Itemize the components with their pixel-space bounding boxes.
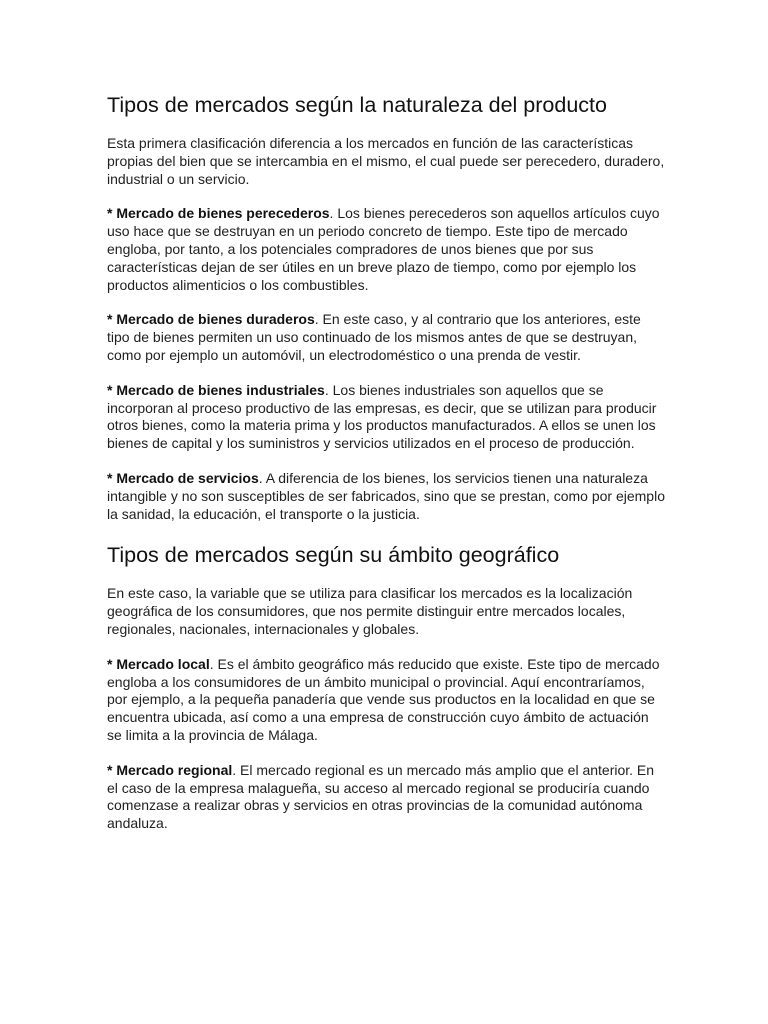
term-description: . A diferencia de los bienes, los servicios tienen una naturaleza intangible y no son susceptibles de ser fabricados, sino que se prestan, como por ejemplo la sanidad, la educación, el transporte o la justicia. xyxy=(107,469,665,522)
term-label: * Mercado regional xyxy=(107,761,233,778)
section-heading-naturaleza: Tipos de mercados según la naturaleza del producto xyxy=(107,93,607,117)
term-description: . En este caso, y al contrario que los anteriores, este tipo de bienes permiten un uso continuado de los mismos antes de que se destruyan, como por ejemplo un automóvil, un electrodoméstico o una prenda de vestir. xyxy=(107,311,641,363)
term-description: . Los bienes industriales son aquellos que se incorporan al proceso productivo de las empresas, es decir, que se utilizan para producir otros bienes, como la materia prima y los productos manufacturados. A ellos se unen los bienes de capital y los suministros y servicios utilizados en el proceso de producción. xyxy=(107,381,657,452)
term-description: . Los bienes perecederos son aquellos artículos cuyo uso hace que se destruyan en un periodo concreto de tiempo. Este tipo de mercado engloba, por tanto, a los potenciales compradores de unos bienes que por sus características dejan de ser útiles en un breve plazo de tiempo, como por ejemplo los productos alimenticios o los combustibles. xyxy=(107,205,660,293)
paragraph-mercado-regional xyxy=(107,762,667,833)
term-label: * Mercado de bienes perecederos xyxy=(107,205,330,222)
term-label: * Mercado de bienes industriales xyxy=(107,381,325,398)
section-heading-geografico: Tipos de mercados según su ámbito geográfico xyxy=(107,543,560,568)
section-intro-naturaleza: Esta primera clasificación diferencia a los mercados en función de las características propias del bien que se intercambia en el mismo, el cual puede ser perecedero, duradero, industrial o un servicio. xyxy=(107,135,665,187)
section-intro-geografico: En este caso, la variable que se utiliza para clasificar los mercados es la localización geográfica de los consumidores, que nos permite distinguir entre mercados locales, regionales, nacionales, internacionales y globales. xyxy=(107,585,633,637)
term-label: * Mercado de bienes duraderos xyxy=(107,311,315,328)
term-description: . Es el ámbito geográfico más reducido que existe. Este tipo de mercado engloba a los consumidores de un ámbito municipal o provincial. Aquí encontraríamos, por ejemplo, a la pequeña panadería que vende sus productos en la localidad en que se encuentra ubicada, así como a una empresa de construcción cuyo ámbito de actuación se limita a la provincia de Málaga. xyxy=(107,655,660,743)
term-label: * Mercado local xyxy=(107,655,210,672)
paragraph-bienes-duraderos xyxy=(107,311,667,364)
paragraph-mercado-local xyxy=(107,656,667,745)
document-page xyxy=(107,90,667,850)
term-description: . El mercado regional es un mercado más amplio que el anterior. En el caso de la empresa malagueña, su acceso al mercado regional se produciría cuando comenzase a realizar obras y servicios en otras provincias de la comunidad autónoma andaluza. xyxy=(107,761,655,832)
paragraph-bienes-perecederos xyxy=(107,205,667,294)
paragraph-servicios xyxy=(107,470,667,523)
term-label: * Mercado de servicios xyxy=(107,469,259,486)
paragraph-bienes-industriales xyxy=(107,382,667,453)
